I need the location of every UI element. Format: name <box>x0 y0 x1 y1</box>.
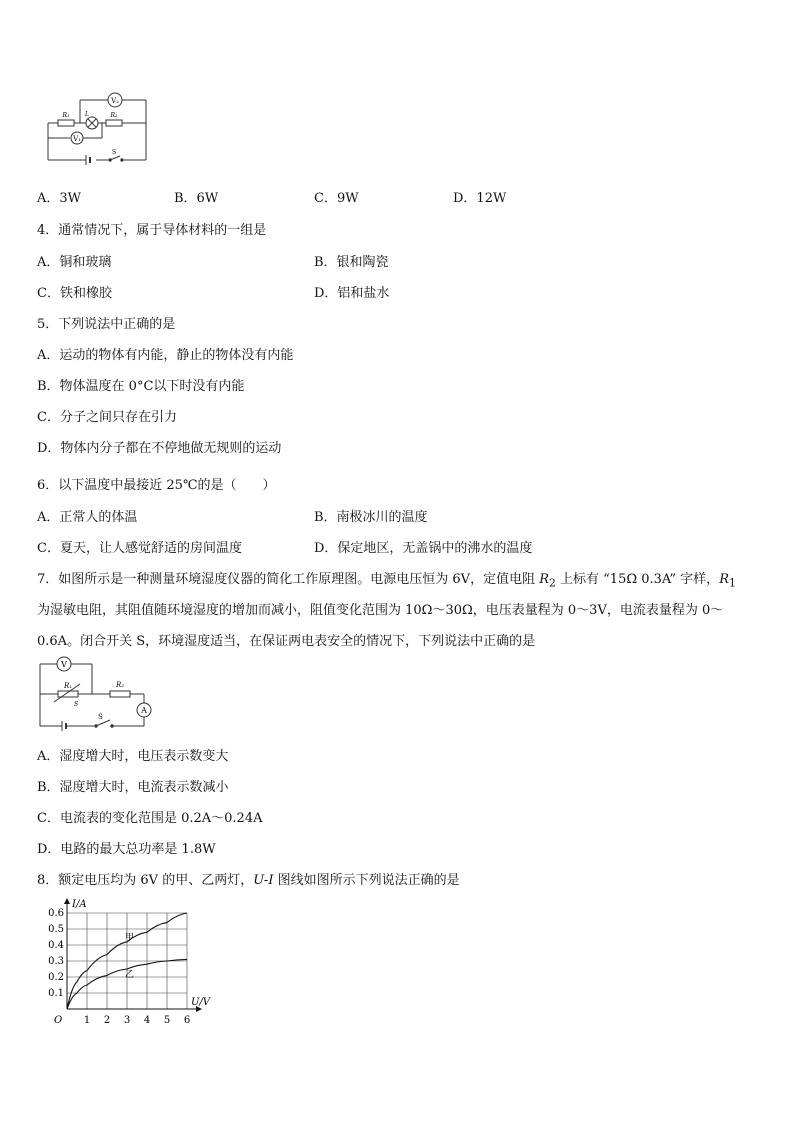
y-tick-label: 0.5 <box>48 924 64 935</box>
q7-circuit-svg <box>34 654 164 736</box>
q3-s-label: S <box>112 149 117 156</box>
q5-option-c: C．分子之间只存在引力 <box>37 410 177 425</box>
q6-stem: 6．以下温度中最接近 25℃的是（ ） <box>37 478 276 493</box>
q7-r1-s-label: S <box>74 701 79 708</box>
q3-option-b: B．6W <box>174 191 219 206</box>
q7-option-c: C．电流表的变化范围是 0.2A～0.24A <box>37 811 263 826</box>
q7-r1-label: R₁ <box>64 682 73 690</box>
q6-option-d: D．保定地区，无盖锅中的沸水的温度 <box>314 541 533 556</box>
q3-v1-label: V₁ <box>73 135 81 143</box>
q5-option-d: D．物体内分子都在不停地做无规则的运动 <box>37 441 282 456</box>
q7-stem-line-3: 0.6A。闭合开关 S，环境湿度适当，在保证两电表安全的情况下，下列说法中正确的是 <box>37 634 536 649</box>
q7-r1-subscript: 1 <box>728 576 736 590</box>
y-tick-label: 0.4 <box>48 940 64 951</box>
q5-option-b: B．物体温度在 0°C以下时没有内能 <box>37 379 245 394</box>
x-tick-label: 2 <box>103 1015 111 1026</box>
q7-r2-label: R₂ <box>115 681 125 689</box>
q8-stem-part-2: 图线如图所示下列说法正确的是 <box>273 873 460 888</box>
q3-v2-label: V₂ <box>111 97 119 105</box>
q3-circuit-diagram <box>40 88 160 168</box>
q7-option-b: B．湿度增大时，电流表示数减小 <box>37 780 229 795</box>
q6-option-a: A．正常人的体温 <box>37 510 138 525</box>
q3-r2-label: R₂ <box>110 112 118 119</box>
q8-stem-part-1: 8．额定电压均为 6V 的甲、乙两灯， <box>37 873 254 888</box>
q4-option-c: C．铁和橡胶 <box>37 286 112 301</box>
q8-ui-chart <box>40 897 211 1037</box>
q7-stem-line-2: 为湿敏电阻，其阻值随环境湿度的增加而减小，阻值变化范围为 10Ω～30Ω，电压表量程为 0～3V，电流表量程为 0～ <box>37 603 724 618</box>
x-tick-label: 4 <box>143 1015 151 1026</box>
q6-option-b: B．南极冰川的温度 <box>314 510 428 525</box>
q6-option-c: C．夏天，让人感觉舒适的房间温度 <box>37 541 242 556</box>
q7-option-d: D．电路的最大总功率是 1.8W <box>37 842 216 857</box>
q4-option-d: D．铝和盐水 <box>314 286 390 301</box>
q7-stem-part-1: 7．如图所示是一种测量环境湿度仪器的简化工作原理图。电源电压恒为 6V，定值电阻 <box>37 572 540 587</box>
series-label-yi: 乙 <box>125 970 135 980</box>
y-tick-label: 0.2 <box>48 972 64 983</box>
q3-circuit-svg <box>40 88 160 168</box>
x-tick-label: 6 <box>183 1015 191 1026</box>
q3-option-a: A．3W <box>37 191 82 206</box>
q7-voltmeter-label: V <box>61 660 67 669</box>
q4-option-b: B．银和陶瓷 <box>314 255 389 270</box>
x-tick-label: 1 <box>83 1015 91 1026</box>
q3-option-d: D．12W <box>453 191 507 206</box>
q3-option-c: C．9W <box>314 191 359 206</box>
x-axis-label: U/V <box>191 997 211 1008</box>
q7-stem-part-2: 上标有 “15Ω 0.3A” 字样， <box>555 572 720 587</box>
q3-r1-label: R₁ <box>62 112 70 119</box>
series-label-jia: 甲 <box>125 932 135 943</box>
q7-r-subscript: 2 <box>549 576 556 590</box>
q3-l-label: L <box>85 111 89 118</box>
x-tick-label: 5 <box>163 1015 171 1026</box>
ui-chart-svg <box>40 897 211 1037</box>
q7-r-symbol: R <box>539 572 549 587</box>
q7-circuit-diagram <box>34 654 164 736</box>
q7-option-a: A．湿度增大时，电压表示数变大 <box>37 749 229 764</box>
q7-stem-line-1 <box>37 568 736 590</box>
y-tick-label: 0.1 <box>48 988 64 999</box>
q7-ammeter-label: A <box>141 706 147 715</box>
q5-stem: 5．下列说法中正确的是 <box>37 317 176 332</box>
y-axis-arrow <box>64 898 70 904</box>
x-tick-label: 3 <box>123 1015 131 1026</box>
y-tick-label: 0.3 <box>48 956 64 967</box>
y-axis-label: I/A <box>72 899 87 910</box>
q7-switch-label: S <box>98 713 103 721</box>
origin-label: O <box>54 1015 63 1026</box>
q4-stem: 4．通常情况下，属于导体材料的一组是 <box>37 223 267 238</box>
q4-option-a: A．铜和玻璃 <box>37 255 112 270</box>
q8-stem <box>37 869 460 888</box>
q7-r1-symbol: R <box>719 572 729 587</box>
y-tick-label: 0.6 <box>48 908 64 919</box>
q5-option-a: A．运动的物体有内能，静止的物体没有内能 <box>37 348 294 363</box>
q8-ui-symbol: U-I <box>253 873 274 888</box>
